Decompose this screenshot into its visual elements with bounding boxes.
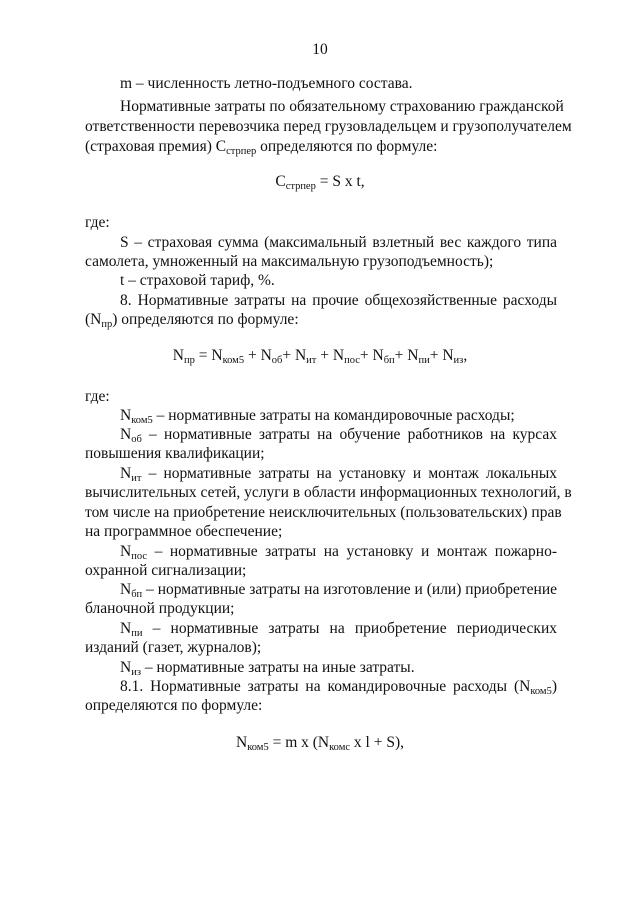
text-line: где: — [85, 388, 110, 405]
formula-travel-expenses: $N_{ком5} = m$ x ($N_{комс}$ x l + S), — [235, 734, 405, 753]
text-line: на программное обеспечение; — [85, 523, 283, 540]
page-number: 10 — [312, 41, 328, 58]
text-line: $N_{бп}$ – нормативные затраты на изготовление и (или) приобретение — [120, 581, 557, 600]
text-line: 8. Нормативные затраты на прочие общехозяйственные расходы — [120, 292, 557, 309]
text-line: повышения квалификации; — [85, 445, 265, 462]
text-line: том числе на приобретение неисключительных (пользовательских) прав — [85, 504, 562, 521]
text-line: $N_{из}$ – нормативные затраты на иные затраты. — [120, 659, 415, 678]
text-line: вычислительных сетей, услуги в области информационных технологий, в — [85, 484, 572, 501]
text-line: определяются по формуле: — [85, 697, 263, 714]
text-line: t – страховой тариф, %. — [120, 272, 275, 289]
formula-other-expenses: $N_{пр} = N_{ком5} + N_{об}+ N_{ит} + N_{пос}+ N_{бп}+ N_{пи}+ N_{из}$, — [172, 347, 468, 366]
text-line: $N_{ит}$ – нормативные затраты на установку и монтаж локальных — [120, 465, 557, 484]
text-line: бланочной продукции; — [85, 600, 235, 617]
text-line: Нормативные затраты по обязательному страхованию гражданской — [120, 98, 564, 115]
formula-insurance: $C_{стрпер} = S$ x t, — [275, 173, 365, 192]
text-line: $N_{пи}$ – нормативные затраты на приобретение периодических — [120, 620, 557, 639]
text-line: $(N_{пр})$ определяются по формуле: — [85, 311, 299, 330]
text-line: m – численность летно-подъемного состава. — [120, 75, 413, 92]
text-line: (страховая премия) $C_{стрпер}$ определяются по формуле: — [85, 138, 438, 157]
text-line: ответственности перевозчика перед грузовладельцем и грузополучателем — [85, 118, 572, 135]
text-line: где: — [85, 214, 110, 231]
text-line: $N_{ком5}$ – нормативные затраты на командировочные расходы; — [120, 407, 515, 426]
text-line: 8.1. Нормативные затраты на командировочные расходы $(N_{ком5})$ — [120, 678, 557, 697]
text-line: $N_{пос}$ – нормативные затраты на установку и монтаж пожарно- — [120, 543, 557, 562]
text-line: охранной сигнализации; — [85, 562, 247, 579]
text-line: изданий (газет, журналов); — [85, 639, 262, 656]
text-line: $N_{об}$ – нормативные затраты на обучение работников на курсах — [120, 426, 557, 445]
text-line: S – страховая сумма (максимальный взлетный вес каждого типа — [120, 234, 557, 251]
text-line: самолета, умноженный на максимальную грузоподъемность); — [85, 253, 494, 270]
